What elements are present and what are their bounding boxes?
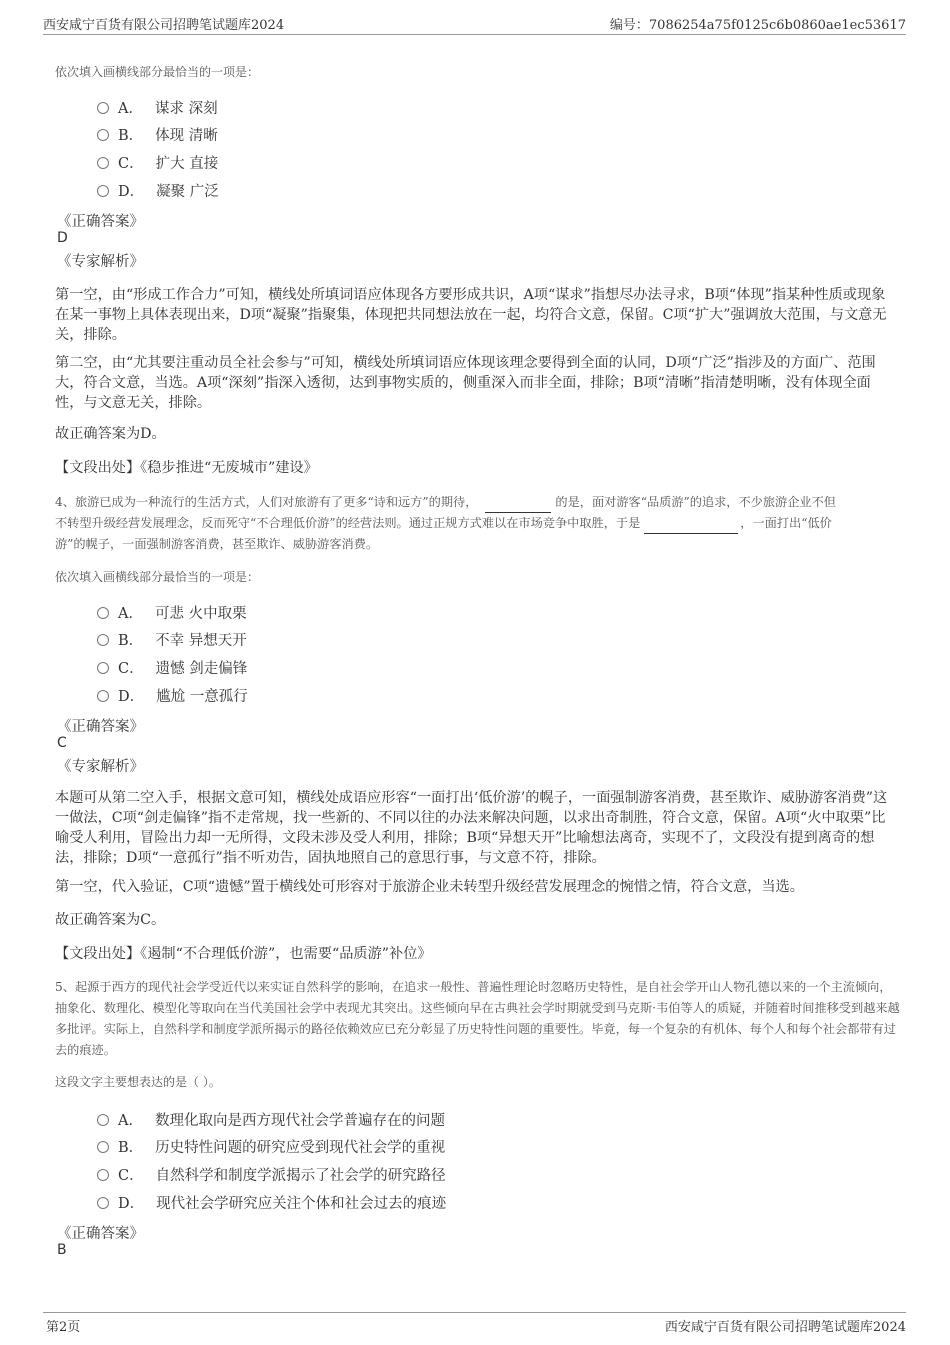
q4-analysis-title: 《专家解析》	[57, 759, 144, 775]
q5-prompt: 这段文字主要想表达的是（ ）。	[55, 1075, 221, 1089]
q5-option-b[interactable]: B． 历史特性问题的研究应受到现代社会学的重视	[97, 1136, 445, 1157]
q3-answer: D	[57, 230, 68, 246]
q4-blank-2	[644, 519, 738, 534]
q4-answer: C	[57, 735, 67, 751]
q4-stem: 4、旅游已成为一种流行的生活方式，人们对旅游有了更多“诗和远方”的期待， 的是，面对游客“品质游”的追求，不少旅游企业不但 不转型升级经营发展理念，反而死守“不合理低价游”的经营法则。通过正规方式难以在市场竞争中取胜，于是 ，一面打出“低价 游”的幌子，一面强制游客消费，甚至欺诈、威胁游客消费。	[55, 495, 836, 551]
q5-option-d[interactable]: D． 现代社会学研究应关注个体和社会过去的痕迹	[97, 1192, 446, 1213]
q3-source: 【文段出处】《稳步推进“无废城市”建设》	[55, 460, 318, 476]
radio-icon[interactable]	[97, 690, 109, 702]
footer-title: 西安咸宁百货有限公司招聘笔试题库2024	[664, 1320, 906, 1335]
q4-prompt: 依次填入画横线部分最恰当的一项是：	[55, 570, 260, 584]
q5-answer: B	[57, 1242, 67, 1258]
q3-option-a[interactable]: A． 谋求 深刻	[97, 97, 218, 118]
radio-icon[interactable]	[97, 102, 109, 114]
q5-option-a[interactable]: A． 数理化取向是西方现代社会学普遍存在的问题	[97, 1109, 445, 1130]
radio-icon[interactable]	[97, 1197, 109, 1209]
q4-source: 【文段出处】《遏制“不合理低价游”，也需要“品质游”补位》	[55, 946, 432, 962]
radio-icon[interactable]	[97, 1114, 109, 1126]
radio-icon[interactable]	[97, 129, 109, 141]
q4-analysis-paragraph-1: 本题可从第二空入手，根据文意可知，横线处成语应形容“一面打出‘低价游’的幌子，一面强制游客消费，甚至欺诈、威胁游客消费”这一做法，C项“剑走偏锋”指不走常规，找一些新的、不同以往的办法来解决问题，以求出奇制胜，符合文意，保留。A项“火中取栗”比喻受人利用，冒险出力却一无所得，文段未涉及受人利用，排除；B项“异想天开”比喻想法离奇，实现不了，文段没有提到离奇的想法，排除；D项“一意孤行”指不听劝告，固执地照自己的意思行事，与文意不符，排除。	[55, 790, 888, 866]
q3-option-b[interactable]: B． 体现 清晰	[97, 124, 218, 145]
page-footer	[43, 1312, 906, 1337]
q3-option-c[interactable]: C． 扩大 直接	[97, 152, 218, 173]
q4-blank-1	[485, 498, 551, 513]
q4-option-c[interactable]: C． 遗憾 剑走偏锋	[97, 657, 247, 678]
q5-answer-title: 《正确答案》	[57, 1226, 144, 1242]
q3-analysis-paragraph-2: 第二空，由“尤其要注重动员全社会参与”可知，横线处所填词语应体现该理念要得到全面的认同，D项“广泛”指涉及的方面广、范围大，符合文意，当选。A项“深刻”指深入透彻，达到事物实质的，侧重深入而非全面，排除；B项“清晰”指清楚明晰，没有体现全面性，与文意无关，排除。	[55, 355, 876, 411]
q4-option-b[interactable]: B． 不幸 异想天开	[97, 629, 247, 650]
radio-icon[interactable]	[97, 185, 109, 197]
q5-stem: 5、起源于西方的现代社会学受近代以来实证自然科学的影响，在追求一般性、普遍性理论时忽略历史特性，是自社会学开山人物孔德以来的一个主流倾向，抽象化、数理化、模型化等取向在当代美国社会学中表现尤其突出。这些倾向早在古典社会学时期就受到马克斯·韦伯等人的质疑，并随着时间推移受到越来越多批评。实际上，自然科学和制度学派所揭示的路径依赖效应已充分彰显了历史特性问题的重要性。毕竟，每一个复杂的有机体、每个人和每个社会都带有过去的痕迹。	[55, 980, 900, 1057]
header-title: 西安咸宁百货有限公司招聘笔试题库2024	[43, 18, 285, 33]
q4-option-d[interactable]: D． 尴尬 一意孤行	[97, 685, 248, 706]
radio-icon[interactable]	[97, 1169, 109, 1181]
q5-option-c[interactable]: C． 自然科学和制度学派揭示了社会学的研究路径	[97, 1164, 446, 1185]
page-header	[43, 12, 906, 35]
q4-analysis-conclusion: 故正确答案为C。	[55, 912, 166, 928]
q3-analysis-paragraph-1: 第一空，由“形成工作合力”可知，横线处所填词语应体现各方要形成共识，A项“谋求”指想尽办法寻求，B项“体现”指某种性质或现象在某一事物上具体表现出来，D项“凝聚”指聚集，体现把共同想法放在一起，均符合文意，保留。C项“扩大”强调放大范围，与文意无关，排除。	[55, 287, 887, 343]
q3-answer-title: 《正确答案》	[57, 214, 144, 230]
radio-icon[interactable]	[97, 662, 109, 674]
document-id: 编号：7086254a75f0125c6b0860ae1ec53617	[609, 18, 906, 33]
q4-answer-title: 《正确答案》	[57, 719, 144, 735]
q4-option-a[interactable]: A． 可悲 火中取栗	[97, 602, 247, 623]
radio-icon[interactable]	[97, 1141, 109, 1153]
radio-icon[interactable]	[97, 607, 109, 619]
q3-prompt: 依次填入画横线部分最恰当的一项是：	[55, 65, 260, 79]
page-number: 第2页	[46, 1320, 81, 1335]
q3-analysis-conclusion: 故正确答案为D。	[55, 426, 166, 442]
q3-option-d[interactable]: D． 凝聚 广泛	[97, 180, 219, 201]
radio-icon[interactable]	[97, 634, 109, 646]
q4-analysis-paragraph-2: 第一空，代入验证，C项“遗憾”置于横线处可形容对于旅游企业未转型升级经营发展理念的惋惜之情，符合文意，当选。	[55, 879, 804, 895]
q3-analysis-title: 《专家解析》	[57, 254, 144, 270]
radio-icon[interactable]	[97, 157, 109, 169]
